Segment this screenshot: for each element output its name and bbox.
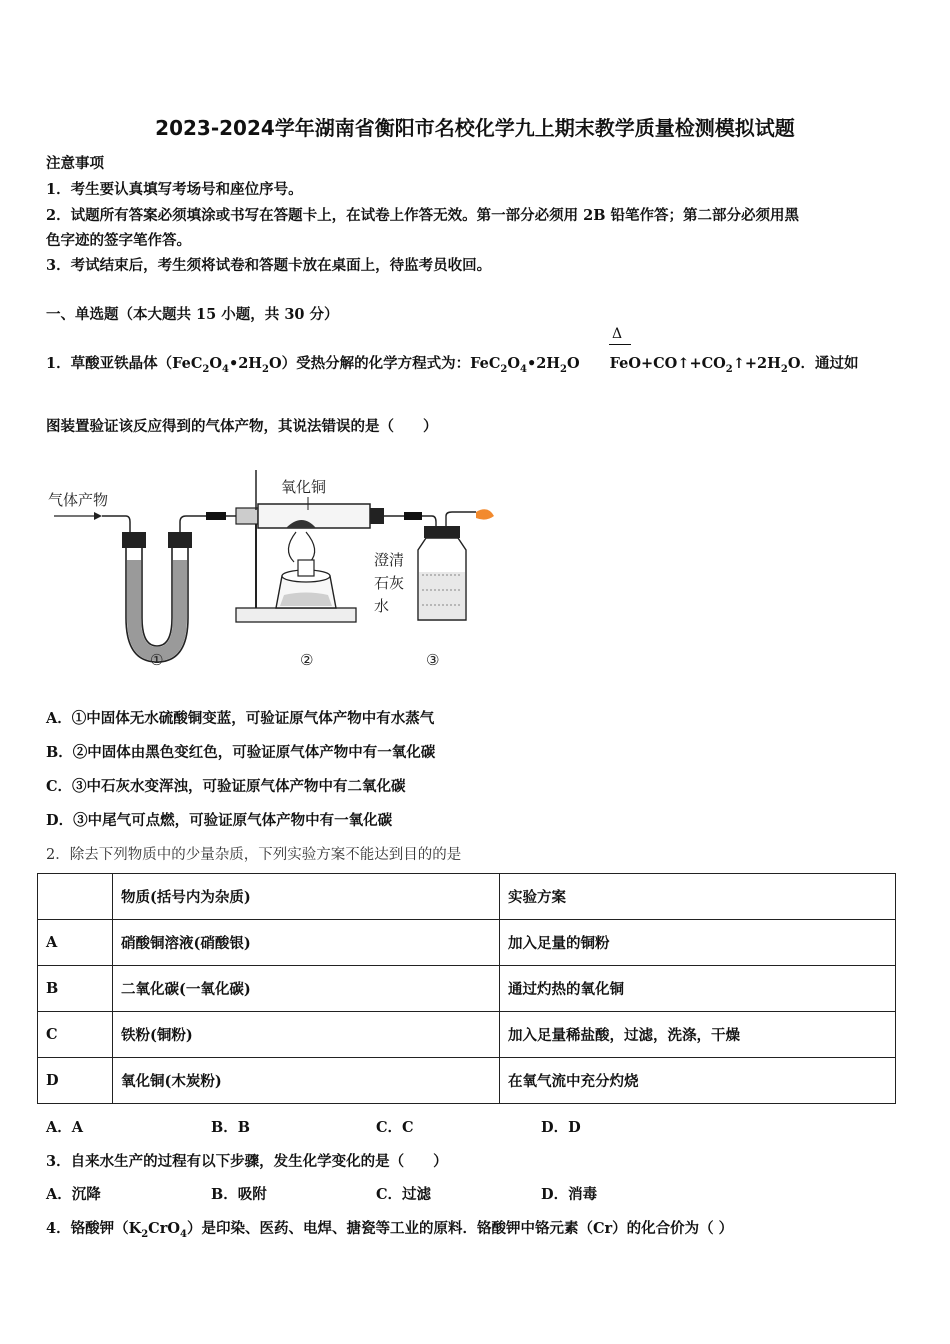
label-1: ① — [150, 651, 164, 669]
table-cell: 二氧化碳(一氧化碳) — [113, 966, 500, 1012]
table-cell: 加入足量的铜粉 — [500, 920, 896, 966]
q3-answer-a[interactable]: A．沉降 — [46, 1186, 101, 1203]
limewater-bottle — [418, 526, 466, 620]
notice-item-2-cont: 色字迹的签字笔作答。 — [46, 232, 191, 249]
q1-option-b[interactable]: B．②中固体由黑色变红色，可验证原气体产物中有一氧化碳 — [46, 744, 436, 761]
cuo-label: 氧化铜 — [281, 478, 327, 496]
label-3: ③ — [426, 651, 440, 669]
q3-stem: 3．自来水生产的过程有以下步骤，发生化学变化的是（ ） — [46, 1153, 448, 1170]
q2-answer-a[interactable]: A．A — [46, 1119, 84, 1136]
q2-table — [37, 873, 896, 1104]
q1-option-c[interactable]: C．③中石灰水变浑浊，可验证原气体产物中有二氧化碳 — [46, 778, 406, 795]
table-row — [38, 920, 896, 966]
table-cell: D — [38, 1058, 113, 1104]
lime-label-1: 澄清 — [374, 551, 405, 569]
lime-label-2: 石灰 — [374, 574, 405, 592]
label-2: ② — [300, 651, 314, 669]
heating-tube — [236, 504, 384, 528]
q2-answer-d[interactable]: D．D — [541, 1119, 581, 1136]
table-row — [38, 1012, 896, 1058]
notice-item-2: 2．试题所有答案必须填涂或书写在答题卡上，在试卷上作答无效。第一部分必须用 2B 铅笔作答；第二部分必须用黑 — [46, 207, 800, 224]
q1-stem: 1．草酸亚铁晶体$(FeC_2O_4•2H_2O)$受热分解的化学方程式为：$FeC_2O_4•2H_2O$ $FeO+CO↑+CO_2↑+2H_2O$．通过如 — [46, 355, 859, 375]
q3-answer-d[interactable]: D．消毒 — [541, 1186, 598, 1203]
table-header — [38, 874, 113, 920]
table-cell: 加入足量稀盐酸，过滤，洗涤，干燥 — [500, 1012, 896, 1058]
table-header: 物质(括号内为杂质) — [113, 874, 500, 920]
q1-stem-2: 图装置验证该反应得到的气体产物，其说法错误的是（ ） — [46, 418, 438, 435]
notice-item-3: 3．考试结束后，考生须将试卷和答题卡放在桌面上，待监考员收回。 — [46, 257, 492, 274]
table-row — [38, 1058, 896, 1104]
q2-answer-b[interactable]: B．B — [211, 1119, 251, 1136]
section-heading: 一、单选题（本大题共 15 小题，共 30 分） — [46, 306, 339, 323]
equation-condition-bar — [609, 344, 631, 345]
table-row — [38, 966, 896, 1012]
q4-stem: 4．铬酸钾$(K_2CrO_4)$是印染、医药、电焊、搪瓷等工业的原料．铬酸钾中铬元素（Cr）的化合价为（ ） — [46, 1220, 734, 1240]
table-cell: 通过灼热的氧化铜 — [500, 966, 896, 1012]
table-cell: 在氧气流中充分灼烧 — [500, 1058, 896, 1104]
flame — [476, 509, 494, 519]
table-cell: B — [38, 966, 113, 1012]
table-cell: C — [38, 1012, 113, 1058]
q1-option-d[interactable]: D．③中尾气可点燃，可验证原气体产物中有一氧化碳 — [46, 812, 393, 829]
table-cell: A — [38, 920, 113, 966]
table-header: 实验方案 — [500, 874, 896, 920]
gas-arrow-head — [94, 512, 102, 520]
apparatus-figure — [46, 450, 506, 675]
table-cell: 氧化铜(木炭粉) — [113, 1058, 500, 1104]
notice-heading: 注意事项 — [46, 155, 104, 172]
heat-symbol: Δ — [612, 326, 623, 342]
lime-label-3: 水 — [374, 597, 390, 615]
q2-stem: 2．除去下列物质中的少量杂质，下列实验方案不能达到目的的是 — [46, 847, 462, 863]
table-cell: 铁粉(铜粉) — [113, 1012, 500, 1058]
notice-item-1: 1．考生要认真填写考场号和座位序号。 — [46, 181, 303, 198]
q2-answer-c[interactable]: C．C — [376, 1119, 414, 1136]
table-header-row — [38, 874, 896, 920]
u-tube — [122, 532, 192, 662]
q3-answer-c[interactable]: C．过滤 — [376, 1186, 432, 1203]
page-title: 2023-2024学年湖南省衡阳市名校化学九上期末教学质量检测模拟试题 — [155, 116, 795, 140]
q3-answer-b[interactable]: B．吸附 — [211, 1186, 267, 1203]
gas-product-label: 气体产物 — [48, 491, 109, 509]
q1-option-a[interactable]: A．①中固体无水硫酸铜变蓝，可验证原气体产物中有水蒸气 — [46, 710, 435, 727]
table-cell: 硝酸铜溶液(硝酸银) — [113, 920, 500, 966]
